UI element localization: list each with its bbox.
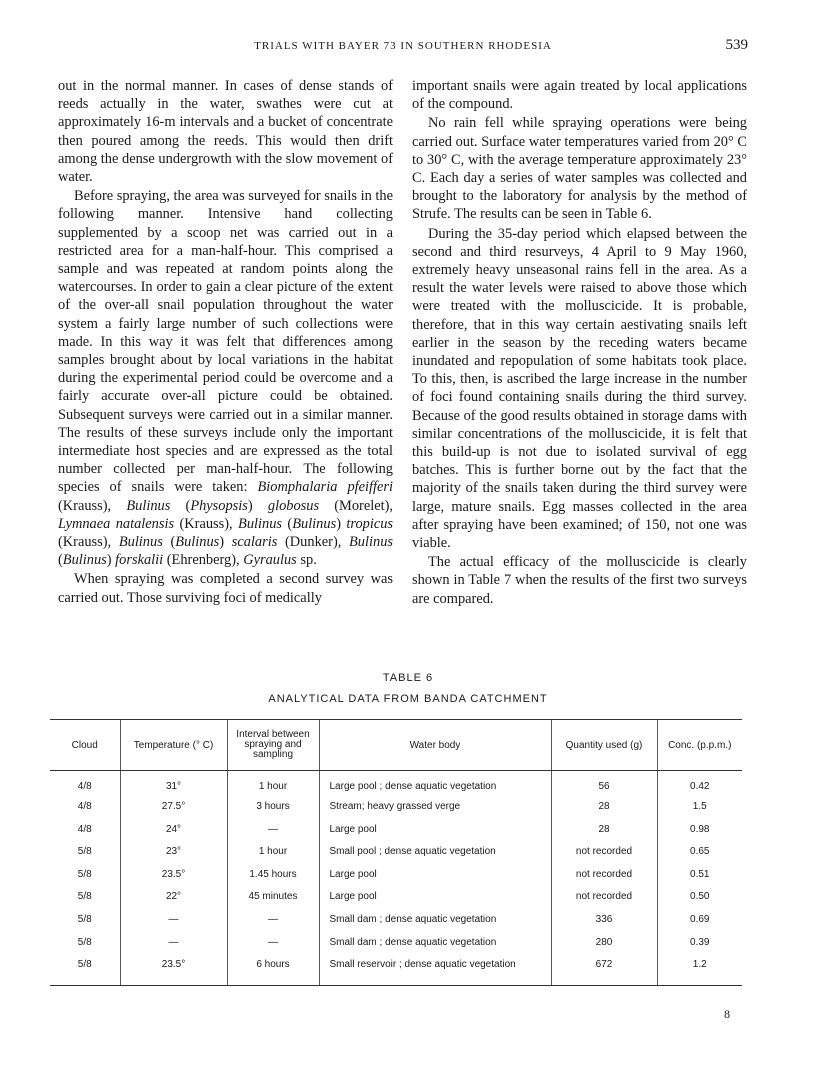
- table-cell: 0.50: [657, 889, 742, 912]
- table-cell: 23.5°: [120, 867, 227, 890]
- table-cell: Stream; heavy grassed verge: [319, 799, 551, 822]
- paragraph: When spraying was completed a second survey was carried out. Those surviving foci of medically: [58, 571, 393, 606]
- table-header-row: [50, 720, 742, 771]
- table-cell: —: [227, 935, 319, 958]
- table-cell: 31°: [120, 771, 227, 800]
- table-row: [50, 822, 742, 845]
- paragraph-survey-method: Before spraying, the area was surveyed for snails in the following manner. Intensive hand collecting supplemented by a scoop net was carried out in a restricted area for a man-half-hour. This comprised a sample and was repeated at random points along the watercourses. In order to gain a clear picture of the extent of the over-all snail population throughout the water system a fairly large number of such collections were made. In this way it was felt that differences among samples brought about by local variations in the habitat during the experimental period could be overcome and a fairly accurate over-all picture could be obtained. Subsequent surveys were carried out in a similar manner. The results of these surveys include only the important intermediate host species and are expressed as the total number collected per man-half-hour. The following species of snails were taken: Biomphalaria pfeifferi (Krauss), Bulinus (Physopsis) globosus (Morelet), Lymnaea natalensis (Krauss), Bulinus (Bulinus) tropicus (Krauss), Bulinus (Bulinus) scalaris (Dunker), Bulinus (Bulinus) forskalii (Ehrenberg), Gyraulus sp.: [58, 188, 394, 569]
- table-number: TABLE 6: [382, 672, 434, 684]
- column-header: Water body: [319, 720, 551, 771]
- table-cell: 1.2: [657, 957, 742, 986]
- table-cell: 4/8: [77, 781, 92, 792]
- table-cell: 45 minutes: [227, 889, 319, 912]
- table-row: [50, 771, 742, 800]
- table-cell: 23°: [120, 844, 227, 867]
- table-cell: Small reservoir ; dense aquatic vegetation: [319, 957, 551, 986]
- table-cell: 4/8: [77, 823, 92, 835]
- paragraph: out in the normal manner. In cases of dense stands of reeds actually in the water, swathes were cut at approximately 16-m intervals and a bucket of concentrate then poured among the reeds. This would then drift among the dense undergrowth with the slow movement of water.: [58, 78, 393, 186]
- table-cell: 0.51: [657, 867, 742, 890]
- data-table: [50, 719, 742, 986]
- table-cell: 336: [551, 912, 657, 935]
- table-cell: 56: [551, 771, 657, 800]
- paragraph: important snails were again treated by local applications of the compound.: [412, 78, 747, 113]
- table-cell: not recorded: [551, 889, 657, 912]
- table-cell: 0.69: [657, 912, 742, 935]
- table-row: [50, 867, 742, 890]
- table-cell: Large pool: [319, 889, 551, 912]
- table-cell: 1.5: [657, 799, 742, 822]
- table-row: [50, 844, 742, 867]
- table-cell: 22°: [120, 889, 227, 912]
- left-column: [58, 77, 393, 607]
- table-row: [50, 912, 742, 935]
- table-cell: 4/8: [77, 801, 92, 812]
- paragraph: During the 35-day period which elapsed between the second and third resurveys, 4 April to 9 May 1960, extremely heavy unseasonal rains fell in the area. As a result the water levels were raised to above those which were treated with the molluscicide. It is probable, therefore, that in this way certain aestivating snails left earlier in the season by the receding waters became inundated and repopulation of some habitats took place. To this, then, is ascribed the large increase in the number of foci found containing snails during the third survey. Because of the good results obtained in storage dams with similar concentrations of the molluscicide, it is felt that this build-up is not due to isolated survival of egg batches. This is further borne out by the fact that the majority of the snails taken during the third survey were large, mature snails. Egg masses collected in the area after spraying have been examined; of 150, not one was viable.: [412, 225, 747, 552]
- table-cell: 28: [551, 822, 657, 845]
- table-cell: 28: [551, 799, 657, 822]
- table-cell: —: [120, 912, 227, 935]
- table-cell: 672: [551, 957, 657, 986]
- table-cell: 1.45 hours: [227, 867, 319, 890]
- table-cell: not recorded: [551, 867, 657, 890]
- table-cell: 5/8: [77, 913, 92, 925]
- table-cell: Small dam ; dense aquatic vegetation: [319, 935, 551, 958]
- paragraph: No rain fell while spraying operations were being carried out. Surface water temperatures varied from 20° C to 30° C, with the average temperature approximately 23° C. Each day a series of water samples was collected and brought to the laboratory for analysis by the method of Strufe. The results can be seen in Table 6.: [412, 115, 747, 223]
- column-header: Quantity used (g): [551, 720, 657, 771]
- table-cell: Large pool: [319, 867, 551, 890]
- table-cell: 5/8: [77, 936, 92, 948]
- table-cell: not recorded: [551, 844, 657, 867]
- table-row: [50, 935, 742, 958]
- table-cell: 5/8: [77, 846, 92, 858]
- table-cell: 0.39: [657, 935, 742, 958]
- table-cell: 27.5°: [120, 799, 227, 822]
- table-cell: 5/8: [77, 891, 92, 903]
- page-number: 539: [725, 37, 748, 53]
- table-row: [50, 957, 742, 986]
- table-cell: 0.42: [657, 771, 742, 800]
- table-cell: 5/8: [50, 957, 120, 986]
- table-cell: 23.5°: [120, 957, 227, 986]
- table-cell: Large pool: [319, 822, 551, 845]
- table-row: [50, 889, 742, 912]
- table-cell: 24°: [120, 822, 227, 845]
- table-cell: Small pool ; dense aquatic vegetation: [319, 844, 551, 867]
- column-header: Cloud: [50, 720, 120, 771]
- paragraph: The actual efficacy of the molluscicide is clearly shown in Table 7 when the results of the first two surveys are compared.: [412, 554, 747, 607]
- running-title: TRIALS WITH BAYER 73 IN SOUTHERN RHODESIA: [254, 40, 552, 52]
- table-cell: —: [120, 935, 227, 958]
- table-cell: Large pool ; dense aquatic vegetation: [319, 771, 551, 800]
- table-cell: 0.98: [657, 822, 742, 845]
- column-header: Temperature (° C): [120, 720, 227, 771]
- table-cell: 6 hours: [227, 957, 319, 986]
- column-header: Conc. (p.p.m.): [657, 720, 742, 771]
- signature-mark: 8: [724, 1007, 730, 1021]
- right-column: [412, 77, 747, 608]
- table-cell: 0.65: [657, 844, 742, 867]
- table-cell: 5/8: [77, 868, 92, 880]
- column-header: Interval between spraying and sampling: [227, 720, 319, 771]
- running-header: [58, 37, 748, 60]
- table-row: [50, 799, 742, 822]
- table-cell: 3 hours: [227, 799, 319, 822]
- table-cell: —: [227, 822, 319, 845]
- table-cell: —: [227, 912, 319, 935]
- table-cell: 1 hour: [227, 844, 319, 867]
- table-cell: 1 hour: [227, 771, 319, 800]
- table-caption: ANALYTICAL DATA FROM BANDA CATCHMENT: [268, 693, 548, 705]
- table-cell: Small dam ; dense aquatic vegetation: [319, 912, 551, 935]
- table-cell: 280: [551, 935, 657, 958]
